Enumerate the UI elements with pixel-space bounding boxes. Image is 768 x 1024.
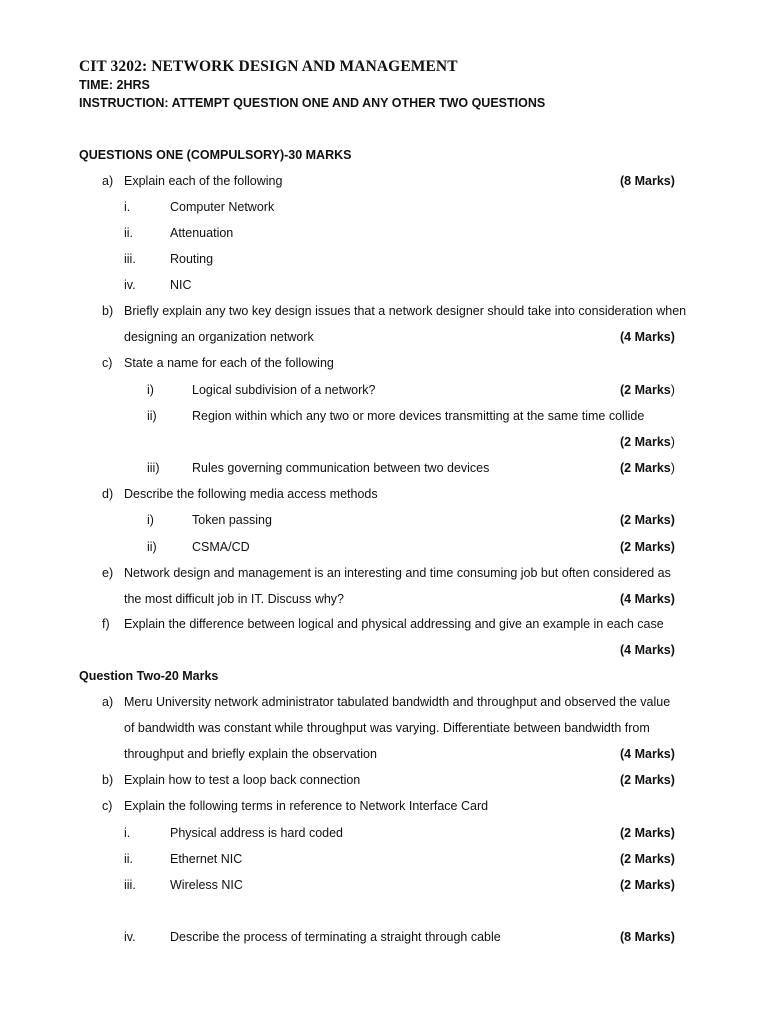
q1a-item-num: i. bbox=[124, 200, 131, 214]
q2c-item-text: Describe the process of terminating a straight through cable bbox=[170, 930, 501, 944]
q1a-marks: (8 Marks) bbox=[620, 174, 675, 188]
q1e-text-line2: the most difficult job in IT. Discuss why? bbox=[124, 592, 344, 606]
q2c-item-text: Physical address is hard coded bbox=[170, 826, 344, 840]
q1d-label: d) bbox=[102, 487, 114, 501]
q2b-text: Explain how to test a loop back connection bbox=[124, 773, 361, 787]
q2c-item-marks: (8 Marks) bbox=[620, 930, 675, 944]
q1b-label: b) bbox=[102, 304, 114, 318]
q2a-text-line3: throughput and briefly explain the observation bbox=[124, 747, 377, 761]
q2a-marks: (4 Marks) bbox=[620, 747, 675, 761]
q2c-item-marks: (2 Marks) bbox=[620, 878, 675, 892]
q1b-text-line2: designing an organization network bbox=[124, 330, 314, 344]
q1d-item-text: CSMA/CD bbox=[192, 540, 250, 554]
q2c-text: Explain the following terms in reference to Network Interface Card bbox=[124, 799, 489, 813]
marks-close-paren: ) bbox=[670, 461, 675, 475]
q1a-item-text: Computer Network bbox=[170, 200, 275, 214]
q1d-text: Describe the following media access methods bbox=[124, 487, 378, 501]
q2c-item-marks: (2 Marks) bbox=[620, 852, 675, 866]
exam-instruction: INSTRUCTION: ATTEMPT QUESTION ONE AND ANY OTHER TWO QUESTIONS bbox=[79, 96, 546, 110]
q1d-item-marks: (2 Marks) bbox=[620, 540, 675, 554]
q2b-label: b) bbox=[102, 773, 114, 787]
q1d-item-marks: (2 Marks) bbox=[620, 513, 675, 527]
q1a-text: Explain each of the following bbox=[124, 174, 283, 188]
q1f-label: f) bbox=[102, 617, 110, 631]
q1f-text: Explain the difference between logical and physical addressing and give an example in each case bbox=[124, 617, 664, 631]
marks-close-paren: ) bbox=[670, 435, 675, 449]
marks-bold-part: (2 Marks bbox=[620, 461, 671, 475]
q1b-text-line1: Briefly explain any two key design issues that a network designer should take into consideration when bbox=[124, 304, 687, 318]
q2c-item-num: i. bbox=[124, 826, 131, 840]
q2c-item-text: Ethernet NIC bbox=[170, 852, 243, 866]
q1c-item-marks bbox=[620, 460, 675, 476]
q1c-text: State a name for each of the following bbox=[124, 356, 334, 370]
q1d-item-text: Token passing bbox=[192, 513, 272, 527]
q2b-marks: (2 Marks) bbox=[620, 773, 675, 787]
q2c-item-num: ii. bbox=[124, 852, 134, 866]
q1e-label: e) bbox=[102, 566, 114, 580]
q1a-item-num: iv. bbox=[124, 278, 136, 292]
q1c-item-num: ii) bbox=[147, 409, 157, 423]
q1c-item-marks bbox=[620, 434, 675, 450]
q1a-item-text: NIC bbox=[170, 278, 192, 292]
q2a-text-line2: of bandwidth was constant while throughput was varying. Differentiate between bandwidth from bbox=[124, 721, 650, 735]
q1c-item-text: Rules governing communication between two devices bbox=[192, 461, 490, 475]
q2c-item-marks: (2 Marks) bbox=[620, 826, 675, 840]
q1a-item-text: Attenuation bbox=[170, 226, 234, 240]
q1a-item-num: iii. bbox=[124, 252, 136, 266]
q2c-item-num: iv. bbox=[124, 930, 136, 944]
q2a-label: a) bbox=[102, 695, 114, 709]
q2c-item-num: iii. bbox=[124, 878, 136, 892]
q1c-item-text: Logical subdivision of a network? bbox=[192, 383, 376, 397]
q2a-text-line1: Meru University network administrator tabulated bandwidth and throughput and observed the value bbox=[124, 695, 671, 709]
exam-time: TIME: 2HRS bbox=[79, 78, 150, 92]
q1d-item-num: ii) bbox=[147, 540, 157, 554]
q1b-marks: (4 Marks) bbox=[620, 330, 675, 344]
q1a-item-num: ii. bbox=[124, 226, 134, 240]
q1e-marks: (4 Marks) bbox=[620, 592, 675, 606]
q2c-label: c) bbox=[102, 799, 113, 813]
q1c-item-marks bbox=[620, 382, 675, 398]
q1e-text-line1: Network design and management is an interesting and time consuming job but often considered as bbox=[124, 566, 671, 580]
marks-bold-part: (2 Marks bbox=[620, 435, 671, 449]
q1c-item-text: Region within which any two or more devices transmitting at the same time collide bbox=[192, 409, 645, 423]
q1c-label: c) bbox=[102, 356, 113, 370]
q2c-item-text: Wireless NIC bbox=[170, 878, 243, 892]
marks-bold-part: (2 Marks bbox=[620, 383, 671, 397]
question-two-heading: Question Two-20 Marks bbox=[79, 669, 219, 683]
question-one-heading: QUESTIONS ONE (COMPULSORY)-30 MARKS bbox=[79, 148, 352, 162]
q1c-item-num: i) bbox=[147, 383, 154, 397]
q1f-marks: (4 Marks) bbox=[620, 643, 675, 657]
marks-close-paren: ) bbox=[670, 383, 675, 397]
q1c-item-num: iii) bbox=[147, 461, 160, 475]
q1d-item-num: i) bbox=[147, 513, 154, 527]
q1a-item-text: Routing bbox=[170, 252, 214, 266]
q1a-label: a) bbox=[102, 174, 114, 188]
course-title: CIT 3202: NETWORK DESIGN AND MANAGEMENT bbox=[79, 58, 458, 75]
